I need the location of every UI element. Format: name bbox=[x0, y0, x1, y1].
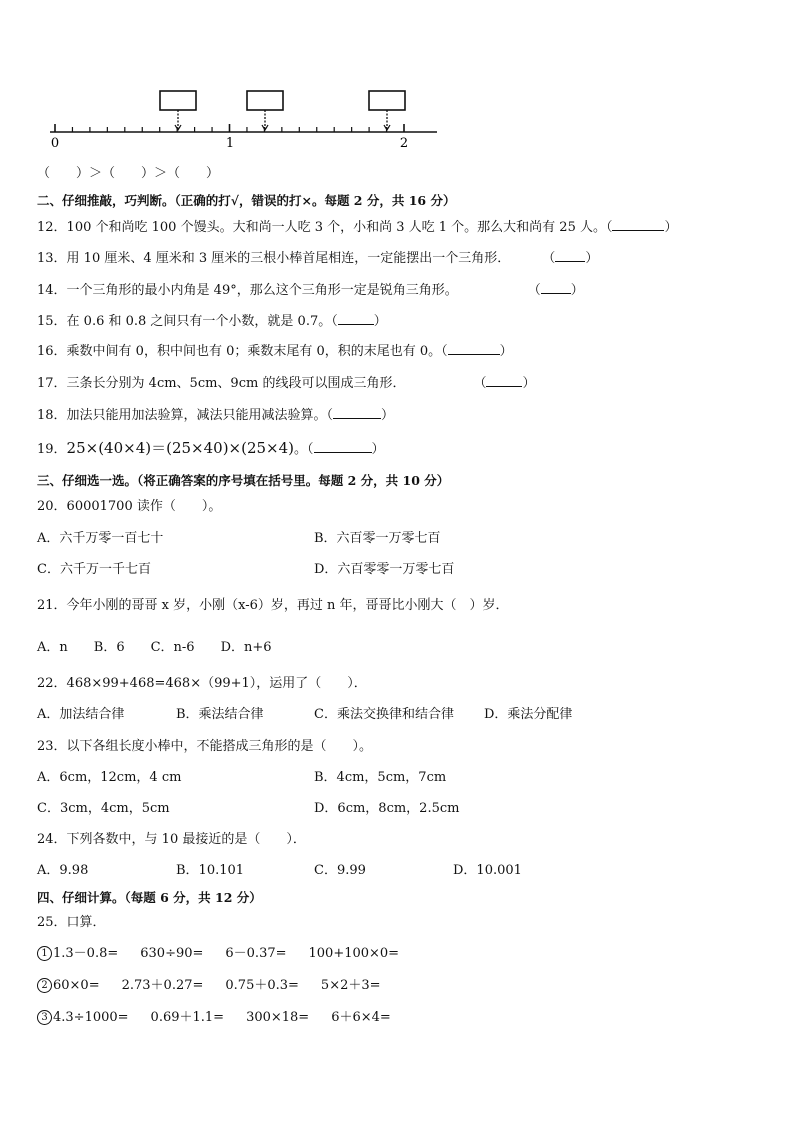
circled-number-2: 2 bbox=[37, 978, 52, 993]
number-line-figure bbox=[45, 85, 445, 150]
calc-item: 1.3－0.8= bbox=[53, 946, 119, 961]
answer-box-3[interactable] bbox=[369, 91, 405, 110]
question-14: 14．一个三角形的最小内角是 49°，那么这个三角形一定是锐角三角形。 （ ） bbox=[37, 283, 584, 298]
number-line-label-1: 1 bbox=[225, 136, 235, 150]
answer-blank-13[interactable] bbox=[555, 249, 585, 262]
question-22-option-b[interactable]: B．乘法结合律 bbox=[176, 707, 264, 722]
question-24-stem: 24．下列各数中，与 10 最接近的是（ ）． bbox=[37, 832, 306, 847]
question-24-option-c[interactable]: C．9.99 bbox=[314, 863, 366, 878]
question-20-stem: 20．60001700 读作（ ）。 bbox=[37, 499, 222, 514]
answer-blank-18[interactable] bbox=[333, 406, 381, 419]
calc-item: 4.3÷1000= bbox=[53, 1010, 129, 1025]
answer-box-1[interactable] bbox=[160, 91, 196, 110]
question-13: 13．用 10 厘米、4 厘米和 3 厘米的三根小棒首尾相连，一定能摆出一个三角形． （ ） bbox=[37, 251, 599, 266]
section4-heading: 四、仔细计算。（每题 6 分，共 12 分） bbox=[37, 890, 262, 905]
calc-item: 6－0.37= bbox=[225, 946, 287, 961]
question-12: 12．100 个和尚吃 100 个馒头。大和尚一人吃 3 个，小和尚 3 人吃 1 个。那么大和尚有 25 人。（ ） bbox=[37, 220, 678, 235]
calc-item: 0.75＋0.3= bbox=[225, 978, 299, 993]
calc-item: 0.69＋1.1= bbox=[150, 1010, 225, 1025]
calc-item: 2.73＋0.27= bbox=[121, 978, 204, 993]
compare-line: （ ）＞（ ）＞（ ） bbox=[37, 166, 220, 181]
answer-boxes bbox=[160, 91, 405, 130]
answer-box-2[interactable] bbox=[247, 91, 283, 110]
circled-number-3: 3 bbox=[37, 1010, 52, 1025]
calc-item: 60×0= bbox=[53, 978, 100, 993]
question-24-option-a[interactable]: A．9.98 bbox=[37, 863, 89, 878]
question-17: 17．三条长分别为 4cm、5cm、9cm 的线段可以围成三角形． （ ） bbox=[37, 376, 536, 391]
question-24-option-d[interactable]: D．10.001 bbox=[453, 863, 522, 878]
question-22-option-c[interactable]: C．乘法交换律和结合律 bbox=[314, 707, 454, 722]
question-22-option-d[interactable]: D．乘法分配律 bbox=[484, 707, 573, 722]
section2-heading: 二、仔细推敲，巧判断。（正确的打√，错误的打×。每题 2 分，共 16 分） bbox=[37, 193, 456, 208]
question-21-options[interactable]: A．n B．6 C．n-6 D．n+6 bbox=[37, 640, 272, 655]
question-19: 19．25×(40×4)＝(25×40)×(25×4)。（ ） bbox=[37, 439, 385, 457]
circled-number-1: 1 bbox=[37, 946, 52, 961]
question-16: 16．乘数中间有 0，积中间也有 0；乘数末尾有 0，积的末尾也有 0。（ ） bbox=[37, 344, 513, 359]
question-19-formula: 25×(40×4)＝(25×40)×(25×4) bbox=[66, 439, 295, 457]
question-25-stem: 25．口算． bbox=[37, 915, 106, 930]
answer-blank-15[interactable] bbox=[338, 312, 374, 325]
answer-blank-14[interactable] bbox=[541, 281, 571, 294]
question-15: 15．在 0.6 和 0.8 之间只有一个小数，就是 0.7。（ ） bbox=[37, 314, 387, 329]
section3-heading: 三、仔细选一选。（将正确答案的序号填在括号里。每题 2 分，共 10 分） bbox=[37, 473, 450, 488]
calc-item: 300×18= bbox=[246, 1010, 310, 1025]
question-22-option-a[interactable]: A．加法结合律 bbox=[37, 707, 125, 722]
answer-blank-19[interactable] bbox=[314, 440, 372, 453]
question-23-stem: 23．以下各组长度小棒中，不能搭成三角形的是（ ）。 bbox=[37, 739, 373, 754]
question-21-stem: 21．今年小刚的哥哥 x 岁，小刚（x-6）岁，再过 n 年，哥哥比小刚大（ ）岁． bbox=[37, 598, 509, 613]
question-23-option-c[interactable]: C．3cm，4cm，5cm bbox=[37, 801, 170, 816]
question-18: 18．加法只能用加法验算，减法只能用减法验算。（ ） bbox=[37, 408, 395, 423]
calc-row-2 bbox=[37, 977, 403, 995]
question-20-option-d[interactable]: D．六百零零一万零七百 bbox=[314, 562, 455, 577]
question-20-option-b[interactable]: B．六百零一万零七百 bbox=[314, 531, 441, 546]
question-20-option-c[interactable]: C．六千万一千七百 bbox=[37, 562, 151, 577]
question-23-option-d[interactable]: D．6cm，8cm，2.5cm bbox=[314, 801, 460, 816]
answer-blank-12[interactable] bbox=[612, 218, 664, 231]
answer-blank-17[interactable] bbox=[486, 374, 522, 387]
calc-item: 5×2＋3= bbox=[320, 978, 381, 993]
number-line-label-2: 2 bbox=[399, 136, 409, 150]
question-23-option-a[interactable]: A．6cm，12cm，4 cm bbox=[37, 770, 182, 785]
calc-row-3 bbox=[37, 1009, 413, 1027]
calc-item: 630÷90= bbox=[140, 946, 204, 961]
question-23-option-b[interactable]: B．4cm，5cm，7cm bbox=[314, 770, 447, 785]
question-24-option-b[interactable]: B．10.101 bbox=[176, 863, 245, 878]
calc-item: 6＋6×4= bbox=[331, 1010, 391, 1025]
question-22-stem: 22．468×99+468=468×（99+1），运用了（ ）． bbox=[37, 676, 367, 691]
calc-row-1 bbox=[37, 945, 421, 963]
calc-item: 100+100×0= bbox=[308, 946, 400, 961]
answer-blank-16[interactable] bbox=[448, 342, 500, 355]
number-line-ticks bbox=[55, 124, 404, 132]
question-20-option-a[interactable]: A．六千万零一百七十 bbox=[37, 531, 164, 546]
number-line-label-0: 0 bbox=[50, 136, 60, 150]
